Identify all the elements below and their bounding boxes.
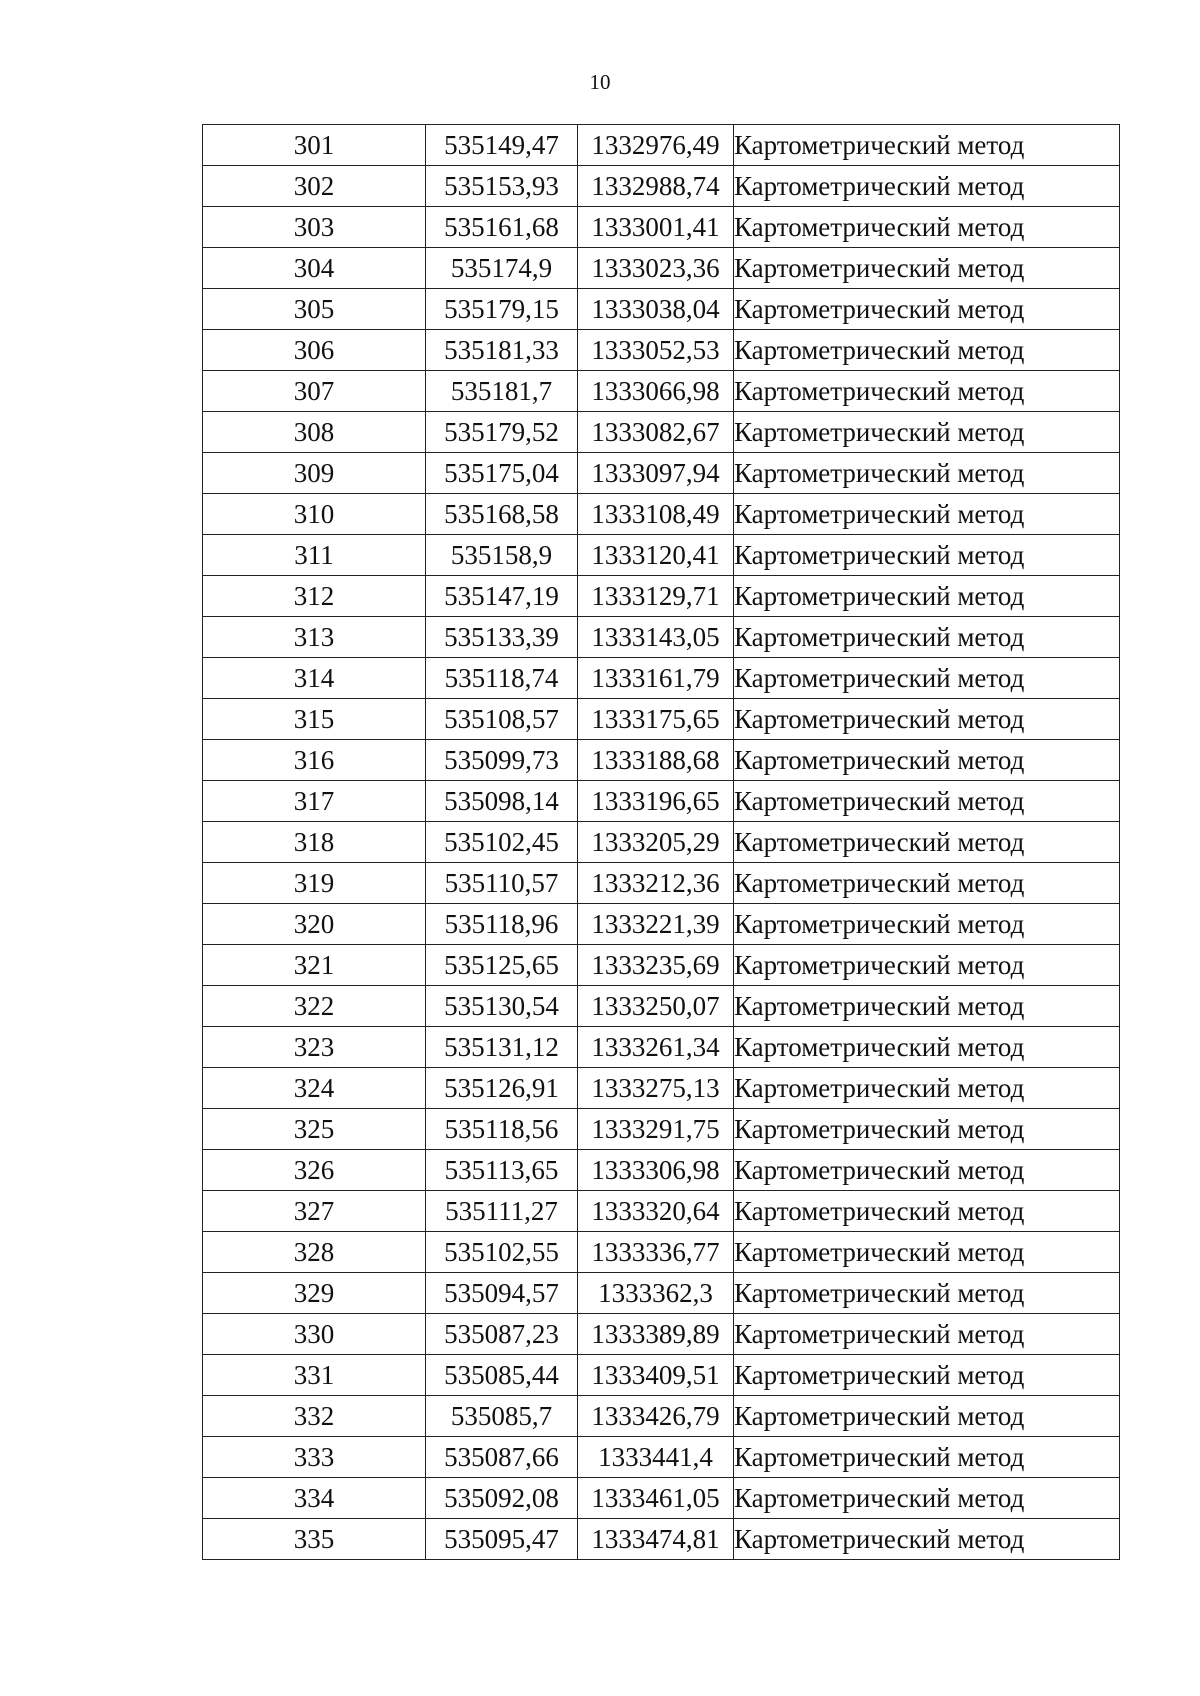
x-coordinate-cell: 535113,65 xyxy=(426,1150,578,1191)
x-coordinate-cell: 535094,57 xyxy=(426,1273,578,1314)
method-cell: Картометрический метод xyxy=(734,822,1120,863)
table-row xyxy=(203,1027,1120,1068)
x-coordinate-cell: 535118,96 xyxy=(426,904,578,945)
x-coordinate-cell: 535175,04 xyxy=(426,453,578,494)
table-row xyxy=(203,699,1120,740)
x-coordinate-cell: 535181,33 xyxy=(426,330,578,371)
method-cell: Картометрический метод xyxy=(734,1437,1120,1478)
y-coordinate-cell: 1333336,77 xyxy=(578,1232,734,1273)
point-number-cell: 311 xyxy=(203,535,426,576)
point-number-cell: 302 xyxy=(203,166,426,207)
x-coordinate-cell: 535174,9 xyxy=(426,248,578,289)
table-row xyxy=(203,1150,1120,1191)
point-number-cell: 325 xyxy=(203,1109,426,1150)
point-number-cell: 316 xyxy=(203,740,426,781)
x-coordinate-cell: 535118,56 xyxy=(426,1109,578,1150)
x-coordinate-cell: 535125,65 xyxy=(426,945,578,986)
method-cell: Картометрический метод xyxy=(734,986,1120,1027)
y-coordinate-cell: 1333108,49 xyxy=(578,494,734,535)
y-coordinate-cell: 1333291,75 xyxy=(578,1109,734,1150)
table-row xyxy=(203,289,1120,330)
x-coordinate-cell: 535168,58 xyxy=(426,494,578,535)
table-row xyxy=(203,1273,1120,1314)
table-row xyxy=(203,617,1120,658)
method-cell: Картометрический метод xyxy=(734,535,1120,576)
point-number-cell: 335 xyxy=(203,1519,426,1560)
table-row xyxy=(203,740,1120,781)
method-cell: Картометрический метод xyxy=(734,1519,1120,1560)
y-coordinate-cell: 1333188,68 xyxy=(578,740,734,781)
y-coordinate-cell: 1333235,69 xyxy=(578,945,734,986)
point-number-cell: 314 xyxy=(203,658,426,699)
y-coordinate-cell: 1333250,07 xyxy=(578,986,734,1027)
point-number-cell: 306 xyxy=(203,330,426,371)
y-coordinate-cell: 1333143,05 xyxy=(578,617,734,658)
method-cell: Картометрический метод xyxy=(734,863,1120,904)
point-number-cell: 330 xyxy=(203,1314,426,1355)
method-cell: Картометрический метод xyxy=(734,617,1120,658)
x-coordinate-cell: 535092,08 xyxy=(426,1478,578,1519)
method-cell: Картометрический метод xyxy=(734,1191,1120,1232)
method-cell: Картометрический метод xyxy=(734,904,1120,945)
point-number-cell: 319 xyxy=(203,863,426,904)
point-number-cell: 324 xyxy=(203,1068,426,1109)
y-coordinate-cell: 1333474,81 xyxy=(578,1519,734,1560)
method-cell: Картометрический метод xyxy=(734,699,1120,740)
point-number-cell: 313 xyxy=(203,617,426,658)
y-coordinate-cell: 1333461,05 xyxy=(578,1478,734,1519)
method-cell: Картометрический метод xyxy=(734,1150,1120,1191)
method-cell: Картометрический метод xyxy=(734,125,1120,166)
y-coordinate-cell: 1333129,71 xyxy=(578,576,734,617)
table-row xyxy=(203,494,1120,535)
point-number-cell: 327 xyxy=(203,1191,426,1232)
point-number-cell: 332 xyxy=(203,1396,426,1437)
table-row xyxy=(203,576,1120,617)
table-row xyxy=(203,166,1120,207)
x-coordinate-cell: 535181,7 xyxy=(426,371,578,412)
point-number-cell: 320 xyxy=(203,904,426,945)
method-cell: Картометрический метод xyxy=(734,1109,1120,1150)
x-coordinate-cell: 535158,9 xyxy=(426,535,578,576)
point-number-cell: 323 xyxy=(203,1027,426,1068)
method-cell: Картометрический метод xyxy=(734,494,1120,535)
point-number-cell: 301 xyxy=(203,125,426,166)
x-coordinate-cell: 535087,23 xyxy=(426,1314,578,1355)
x-coordinate-cell: 535102,55 xyxy=(426,1232,578,1273)
method-cell: Картометрический метод xyxy=(734,248,1120,289)
method-cell: Картометрический метод xyxy=(734,781,1120,822)
x-coordinate-cell: 535179,15 xyxy=(426,289,578,330)
table-row xyxy=(203,248,1120,289)
method-cell: Картометрический метод xyxy=(734,1314,1120,1355)
table-row xyxy=(203,822,1120,863)
point-number-cell: 303 xyxy=(203,207,426,248)
x-coordinate-cell: 535111,27 xyxy=(426,1191,578,1232)
table-row xyxy=(203,1232,1120,1273)
method-cell: Картометрический метод xyxy=(734,945,1120,986)
y-coordinate-cell: 1333023,36 xyxy=(578,248,734,289)
y-coordinate-cell: 1333221,39 xyxy=(578,904,734,945)
table-row xyxy=(203,986,1120,1027)
y-coordinate-cell: 1332976,49 xyxy=(578,125,734,166)
table-row xyxy=(203,453,1120,494)
y-coordinate-cell: 1333261,34 xyxy=(578,1027,734,1068)
point-number-cell: 318 xyxy=(203,822,426,863)
x-coordinate-cell: 535126,91 xyxy=(426,1068,578,1109)
table-row xyxy=(203,1314,1120,1355)
x-coordinate-cell: 535087,66 xyxy=(426,1437,578,1478)
point-number-cell: 308 xyxy=(203,412,426,453)
method-cell: Картометрический метод xyxy=(734,1478,1120,1519)
point-number-cell: 322 xyxy=(203,986,426,1027)
y-coordinate-cell: 1333409,51 xyxy=(578,1355,734,1396)
page-number: 10 xyxy=(589,70,611,94)
point-number-cell: 305 xyxy=(203,289,426,330)
table-row xyxy=(203,863,1120,904)
point-number-cell: 321 xyxy=(203,945,426,986)
method-cell: Картометрический метод xyxy=(734,166,1120,207)
method-cell: Картометрический метод xyxy=(734,740,1120,781)
point-number-cell: 312 xyxy=(203,576,426,617)
table-row xyxy=(203,658,1120,699)
y-coordinate-cell: 1333097,94 xyxy=(578,453,734,494)
y-coordinate-cell: 1333212,36 xyxy=(578,863,734,904)
table-row xyxy=(203,1437,1120,1478)
method-cell: Картометрический метод xyxy=(734,1273,1120,1314)
method-cell: Картометрический метод xyxy=(734,330,1120,371)
point-number-cell: 315 xyxy=(203,699,426,740)
point-number-cell: 307 xyxy=(203,371,426,412)
y-coordinate-cell: 1333001,41 xyxy=(578,207,734,248)
table-row xyxy=(203,1068,1120,1109)
x-coordinate-cell: 535085,7 xyxy=(426,1396,578,1437)
point-number-cell: 328 xyxy=(203,1232,426,1273)
method-cell: Картометрический метод xyxy=(734,1068,1120,1109)
y-coordinate-cell: 1333306,98 xyxy=(578,1150,734,1191)
x-coordinate-cell: 535153,93 xyxy=(426,166,578,207)
table-row xyxy=(203,412,1120,453)
method-cell: Картометрический метод xyxy=(734,1027,1120,1068)
y-coordinate-cell: 1333120,41 xyxy=(578,535,734,576)
x-coordinate-cell: 535099,73 xyxy=(426,740,578,781)
table-row xyxy=(203,330,1120,371)
x-coordinate-cell: 535179,52 xyxy=(426,412,578,453)
y-coordinate-cell: 1333038,04 xyxy=(578,289,734,330)
point-number-cell: 304 xyxy=(203,248,426,289)
y-coordinate-cell: 1333389,89 xyxy=(578,1314,734,1355)
point-number-cell: 310 xyxy=(203,494,426,535)
x-coordinate-cell: 535147,19 xyxy=(426,576,578,617)
table-row xyxy=(203,1478,1120,1519)
y-coordinate-cell: 1333052,53 xyxy=(578,330,734,371)
y-coordinate-cell: 1333441,4 xyxy=(578,1437,734,1478)
table-row xyxy=(203,1396,1120,1437)
method-cell: Картометрический метод xyxy=(734,453,1120,494)
method-cell: Картометрический метод xyxy=(734,658,1120,699)
y-coordinate-cell: 1333275,13 xyxy=(578,1068,734,1109)
method-cell: Картометрический метод xyxy=(734,1355,1120,1396)
table-row xyxy=(203,207,1120,248)
x-coordinate-cell: 535118,74 xyxy=(426,658,578,699)
method-cell: Картометрический метод xyxy=(734,412,1120,453)
x-coordinate-cell: 535149,47 xyxy=(426,125,578,166)
x-coordinate-cell: 535130,54 xyxy=(426,986,578,1027)
x-coordinate-cell: 535133,39 xyxy=(426,617,578,658)
table-row xyxy=(203,125,1120,166)
y-coordinate-cell: 1333161,79 xyxy=(578,658,734,699)
method-cell: Картометрический метод xyxy=(734,1232,1120,1273)
point-number-cell: 317 xyxy=(203,781,426,822)
x-coordinate-cell: 535131,12 xyxy=(426,1027,578,1068)
point-number-cell: 329 xyxy=(203,1273,426,1314)
x-coordinate-cell: 535098,14 xyxy=(426,781,578,822)
table-row xyxy=(203,371,1120,412)
method-cell: Картометрический метод xyxy=(734,289,1120,330)
table-row xyxy=(203,1355,1120,1396)
x-coordinate-cell: 535108,57 xyxy=(426,699,578,740)
table-row xyxy=(203,1109,1120,1150)
x-coordinate-cell: 535161,68 xyxy=(426,207,578,248)
y-coordinate-cell: 1333082,67 xyxy=(578,412,734,453)
table-row xyxy=(203,781,1120,822)
method-cell: Картометрический метод xyxy=(734,371,1120,412)
coordinates-table-body xyxy=(203,125,1120,1560)
y-coordinate-cell: 1333205,29 xyxy=(578,822,734,863)
method-cell: Картометрический метод xyxy=(734,576,1120,617)
coordinates-table xyxy=(202,124,1120,1560)
x-coordinate-cell: 535102,45 xyxy=(426,822,578,863)
y-coordinate-cell: 1333320,64 xyxy=(578,1191,734,1232)
point-number-cell: 333 xyxy=(203,1437,426,1478)
table-row xyxy=(203,945,1120,986)
table-row xyxy=(203,1191,1120,1232)
y-coordinate-cell: 1333175,65 xyxy=(578,699,734,740)
table-row xyxy=(203,1519,1120,1560)
point-number-cell: 326 xyxy=(203,1150,426,1191)
point-number-cell: 309 xyxy=(203,453,426,494)
y-coordinate-cell: 1333426,79 xyxy=(578,1396,734,1437)
x-coordinate-cell: 535110,57 xyxy=(426,863,578,904)
y-coordinate-cell: 1333362,3 xyxy=(578,1273,734,1314)
y-coordinate-cell: 1333066,98 xyxy=(578,371,734,412)
point-number-cell: 334 xyxy=(203,1478,426,1519)
x-coordinate-cell: 535095,47 xyxy=(426,1519,578,1560)
y-coordinate-cell: 1333196,65 xyxy=(578,781,734,822)
y-coordinate-cell: 1332988,74 xyxy=(578,166,734,207)
table-row xyxy=(203,904,1120,945)
point-number-cell: 331 xyxy=(203,1355,426,1396)
table-row xyxy=(203,535,1120,576)
method-cell: Картометрический метод xyxy=(734,207,1120,248)
x-coordinate-cell: 535085,44 xyxy=(426,1355,578,1396)
method-cell: Картометрический метод xyxy=(734,1396,1120,1437)
